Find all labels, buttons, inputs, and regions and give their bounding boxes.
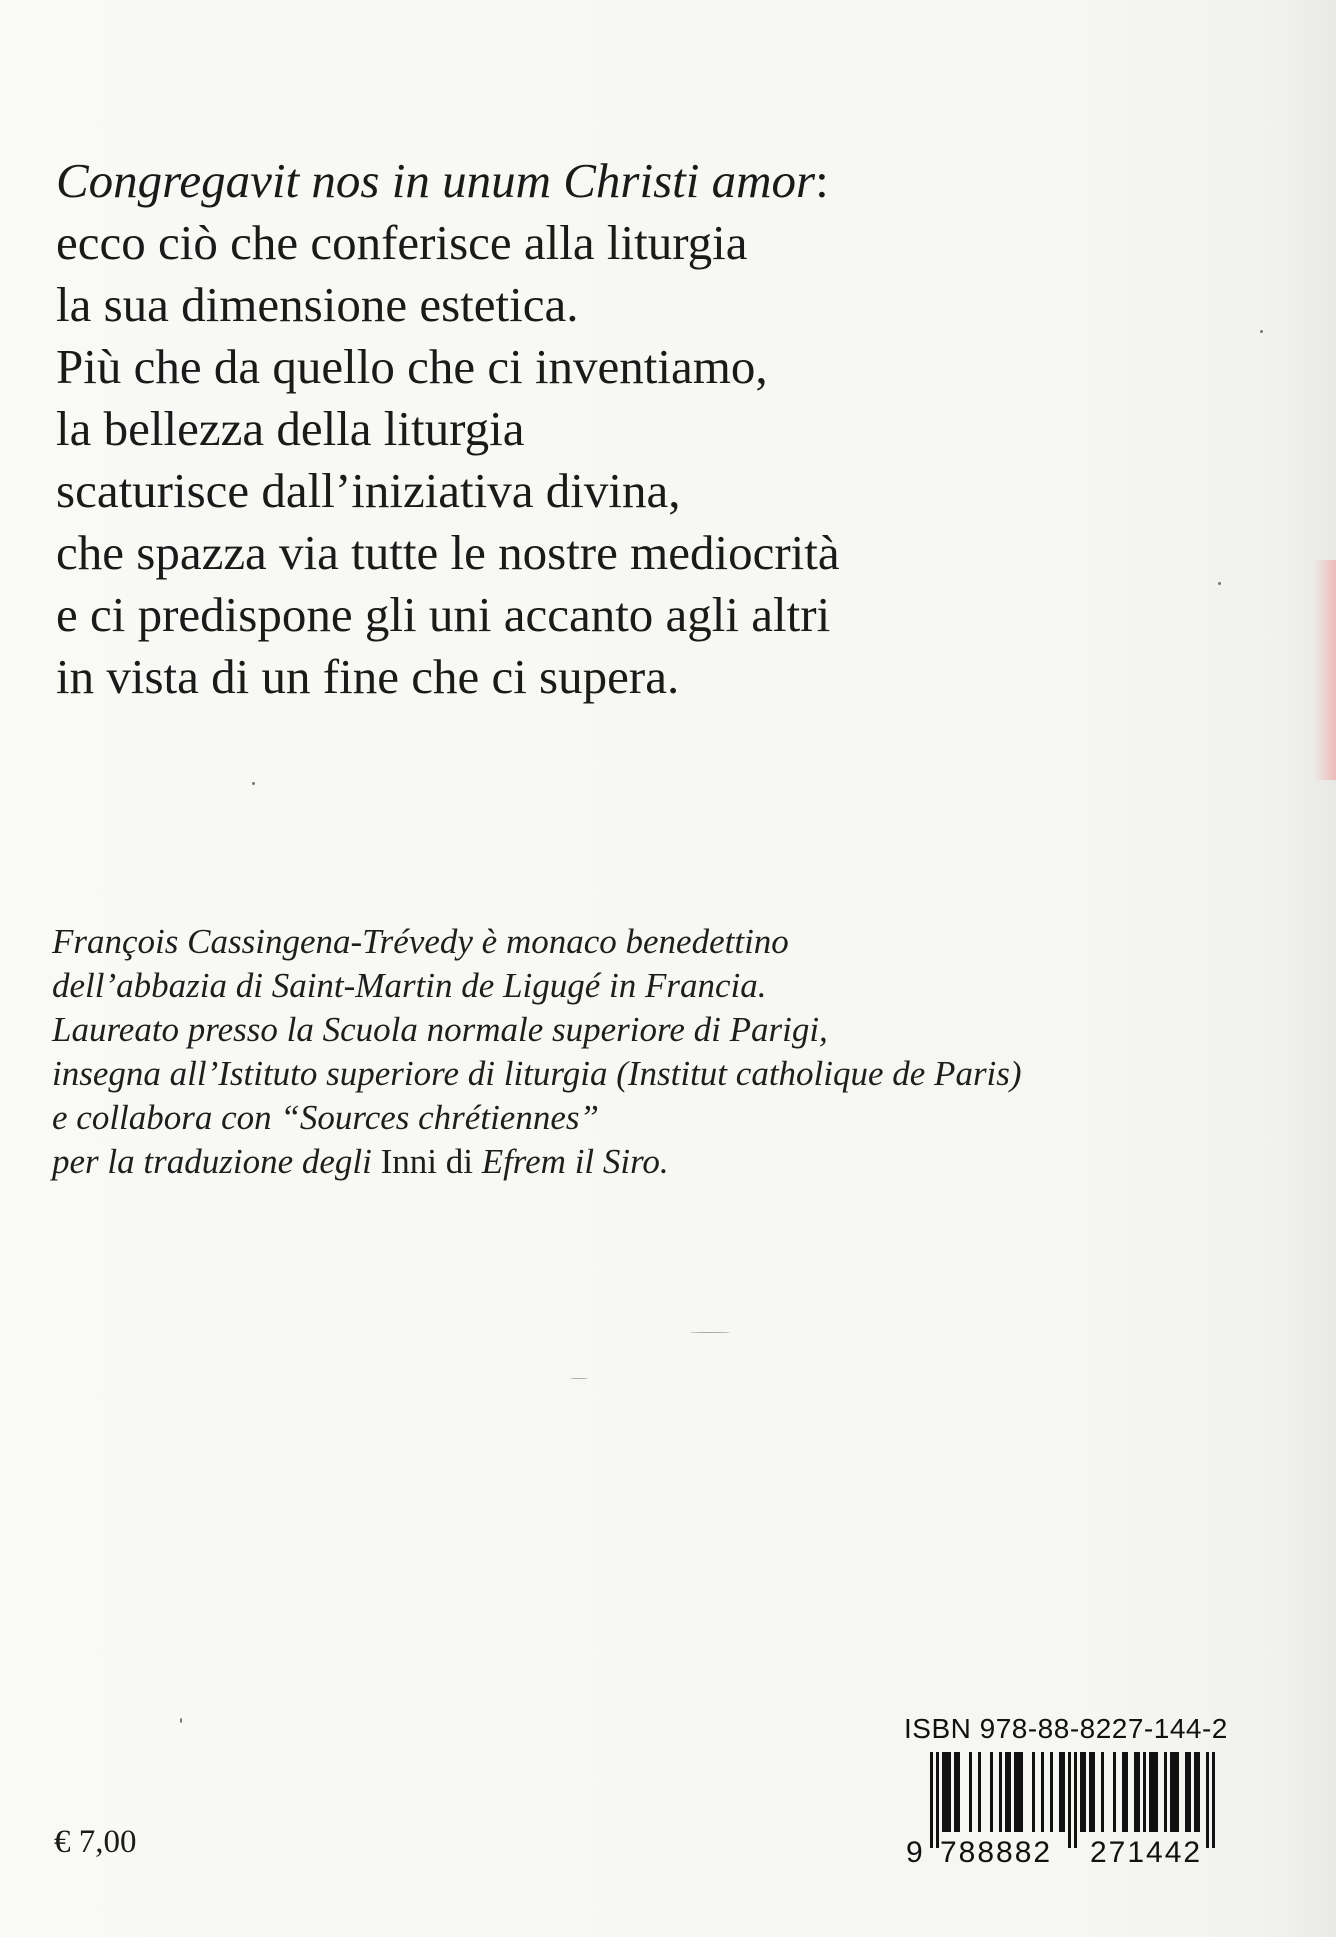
- barcode-bar: [1143, 1752, 1146, 1832]
- barcode-bar: [1173, 1752, 1176, 1832]
- back-cover-quote: [56, 150, 1236, 708]
- barcode-bar: [1113, 1752, 1116, 1832]
- barcode-bar: [1101, 1752, 1104, 1832]
- barcode-bars: [930, 1752, 1215, 1848]
- barcode-bar: [1176, 1752, 1179, 1832]
- barcode-bar: [948, 1752, 951, 1832]
- barcode-bar: [1092, 1752, 1095, 1832]
- barcode-bar: [1089, 1752, 1092, 1832]
- barcode-bar: [1170, 1752, 1173, 1832]
- barcode-bar: [1134, 1752, 1137, 1832]
- barcode-digit-first: 9: [906, 1836, 923, 1868]
- barcode-bar: [1125, 1752, 1128, 1832]
- barcode-bar: [1083, 1752, 1086, 1832]
- bio-book-title-italic: Efrem il Siro.: [481, 1142, 669, 1181]
- bio-line: e collabora con “Sources chrétiennes”: [52, 1098, 599, 1137]
- barcode-bar: [1014, 1752, 1017, 1832]
- barcode-bar: [957, 1752, 960, 1832]
- barcode-digits-right: 271442: [1090, 1836, 1203, 1868]
- cover-edge-tint: [1314, 560, 1336, 780]
- quote-line: ecco ciò che conferisce alla liturgia: [56, 215, 748, 270]
- bio-line: insegna all’Istituto superiore di liturgia (Institut catholique de Paris): [52, 1054, 1022, 1093]
- quote-line-latin: [56, 150, 1236, 212]
- barcode-bar: [1050, 1752, 1053, 1832]
- barcode-bar: [1062, 1752, 1065, 1832]
- barcode-bar: [1122, 1752, 1125, 1832]
- barcode-bar: [1059, 1752, 1062, 1832]
- barcode-bar: [942, 1752, 945, 1832]
- barcode-bar: [1068, 1752, 1071, 1848]
- barcode-bar: [1020, 1752, 1023, 1832]
- quote-line: che spazza via tutte le nostre mediocrità: [56, 525, 840, 580]
- paper-speck: [570, 1378, 588, 1379]
- paper-speck: [690, 1332, 730, 1333]
- isbn-label: ISBN 978-88-8227-144-2: [904, 1713, 1228, 1744]
- barcode-bar: [969, 1752, 972, 1832]
- barcode-bar: [1149, 1752, 1152, 1832]
- barcode-bar: [1155, 1752, 1158, 1832]
- quote-line: scaturisce dall’iniziativa divina,: [56, 463, 681, 518]
- paper-speck: [1260, 330, 1263, 333]
- barcode-bar: [1197, 1752, 1200, 1832]
- barcode-bar: [978, 1752, 981, 1832]
- barcode-bar: [1032, 1752, 1035, 1832]
- barcode-bar: [1206, 1752, 1209, 1848]
- quote-line: la sua dimensione estetica.: [56, 277, 579, 332]
- bio-line: dell’abbazia di Saint-Martin de Ligugé in Francia.: [52, 966, 767, 1005]
- barcode-bar: [1008, 1752, 1011, 1832]
- barcode-bar: [1080, 1752, 1083, 1832]
- barcode-bar: [1212, 1752, 1215, 1848]
- barcode-bar: [1194, 1752, 1197, 1832]
- barcode-bar: [1005, 1752, 1008, 1832]
- quote-line: in vista di un fine che ci supera.: [56, 649, 680, 704]
- paper-speck: [180, 1718, 182, 1723]
- barcode-bar: [930, 1752, 933, 1848]
- bio-last-prefix: per la traduzione degli: [52, 1142, 381, 1181]
- barcode-bar: [954, 1752, 957, 1832]
- barcode: [904, 1752, 1244, 1868]
- barcode-bar: [999, 1752, 1002, 1832]
- barcode-bar: [936, 1752, 939, 1848]
- barcode-bar: [1164, 1752, 1167, 1832]
- barcode-bar: [1137, 1752, 1140, 1832]
- quote-latin-phrase: Congregavit nos in unum Christi amor: [56, 153, 816, 208]
- isbn-block: [904, 1712, 1244, 1868]
- bio-line: Laureato presso la Scuola normale superiore di Parigi,: [52, 1010, 828, 1049]
- barcode-digits-left: 788882: [940, 1836, 1053, 1868]
- bio-line-last: [52, 1140, 1252, 1184]
- bio-book-title-upright: Inni di: [380, 1142, 482, 1181]
- quote-line: Più che da quello che ci inventiamo,: [56, 339, 768, 394]
- quote-line: e ci predispone gli uni accanto agli altri: [56, 587, 831, 642]
- barcode-bar: [1041, 1752, 1044, 1832]
- barcode-bar: [1152, 1752, 1155, 1832]
- author-bio: [52, 920, 1252, 1184]
- barcode-bar: [1188, 1752, 1191, 1832]
- quote-line: la bellezza della liturgia: [56, 401, 525, 456]
- barcode-bar: [990, 1752, 993, 1832]
- barcode-bar: [1074, 1752, 1077, 1848]
- price-label: € 7,00: [54, 1824, 137, 1860]
- barcode-bar: [1185, 1752, 1188, 1832]
- quote-latin-colon: :: [815, 153, 829, 208]
- paper-speck: [252, 782, 255, 785]
- barcode-bar: [1017, 1752, 1020, 1832]
- bio-line: François Cassingena-Trévedy è monaco benedettino: [52, 922, 789, 961]
- barcode-bar: [945, 1752, 948, 1832]
